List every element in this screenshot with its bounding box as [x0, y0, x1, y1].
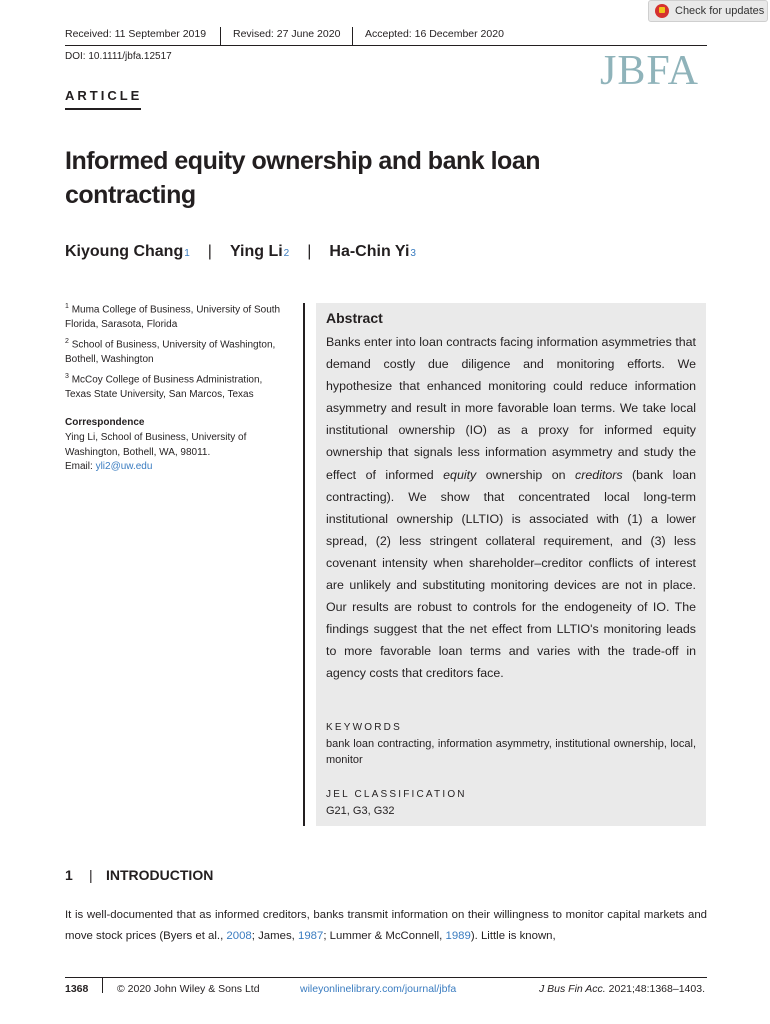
affiliation	[65, 335, 290, 367]
affiliation-text: School of Business, University of Washington, Bothell, Washington	[65, 339, 276, 365]
citation-line	[539, 983, 705, 995]
author-affiliation-mark[interactable]: 1	[184, 248, 190, 259]
article-label-underline	[65, 108, 141, 110]
header-divider	[352, 27, 353, 45]
paper-title: Informed equity ownership and bank loan contracting	[65, 147, 540, 209]
affiliation-number: 2	[65, 338, 69, 345]
abstract-text: (bank loan contracting). We show that concentrated local long-term institutional ownership (LLTIO) is associated with (1) a lower spread, (2) less stringent collateral requirement, and (3) less covenant intensity when shareholder–creditor conflicts of interest are unlikely and substituting monitoring devices are not in place. Our results are robust to controls for the endogeneity of IO. The findings suggest that the net effect from LLTIO's monitoring leads to more favorable loan terms and varies with the trade-off in agency costs that creditors face.	[326, 467, 696, 681]
affiliation-number: 1	[65, 303, 69, 310]
body-text: ; James,	[251, 930, 298, 942]
abstract-text: ownership on	[476, 467, 576, 482]
jel-codes: G21, G3, G32	[326, 805, 395, 817]
revised-date: Revised: 27 June 2020	[233, 28, 341, 40]
header-rule	[65, 45, 707, 46]
author-affiliation-mark[interactable]: 2	[283, 248, 290, 259]
affiliation	[65, 370, 290, 402]
body-text: ; Lummer & McConnell,	[323, 930, 446, 942]
journal-logo: JBFA	[600, 48, 699, 94]
affiliation-number: 3	[65, 373, 69, 380]
abstract-heading: Abstract	[326, 310, 383, 326]
crossmark-icon	[655, 4, 669, 18]
body-text: ). Little is known,	[470, 930, 556, 942]
affiliation	[65, 300, 290, 332]
doi[interactable]: DOI: 10.1111/jbfa.12517	[65, 51, 172, 62]
check-for-updates-button[interactable]	[648, 0, 768, 22]
section-separator: |	[89, 867, 93, 883]
abstract-divider	[303, 303, 305, 826]
accepted-date: Accepted: 16 December 2020	[365, 28, 504, 40]
abstract-emphasis: equity	[443, 467, 477, 482]
section-title: INTRODUCTION	[106, 867, 214, 883]
header-divider	[220, 27, 221, 45]
correspondence-heading: Correspondence	[65, 417, 145, 428]
citation-link[interactable]: 2008	[226, 930, 252, 942]
received-date: Received: 11 September 2019	[65, 28, 207, 40]
section-number: 1	[65, 867, 73, 883]
author-affiliation-mark[interactable]: 3	[410, 248, 416, 259]
footer-rule	[65, 977, 707, 978]
abstract-body	[326, 331, 696, 685]
author-name[interactable]: Kiyoung Chang	[65, 243, 184, 260]
journal-url-link[interactable]: wileyonlinelibrary.com/journal/jbfa	[300, 983, 457, 995]
intro-paragraph	[65, 905, 707, 947]
keywords-heading: KEYWORDS	[326, 722, 402, 733]
affiliation-text: Muma College of Business, University of South Florida, Sarasota, Florida	[65, 304, 281, 330]
author-separator: |	[207, 243, 212, 260]
email-label: Email:	[65, 461, 93, 472]
check-for-updates-label: Check for updates	[675, 5, 765, 17]
email-link[interactable]: yli2@uw.edu	[95, 461, 153, 472]
affiliation-text: McCoy College of Business Administration, Texas State University, San Marcos, Texas	[65, 374, 263, 400]
keywords-text: bank loan contracting, information asymmetry, institutional ownership, local, monitor	[326, 738, 696, 766]
jel-heading: JEL CLASSIFICATION	[326, 789, 467, 800]
citation-link[interactable]: 1987	[297, 930, 324, 942]
author-name[interactable]: Ha-Chin Yi	[329, 243, 410, 260]
citation-link[interactable]: 1989	[445, 930, 471, 942]
body-text: It is well-documented that as informed creditors, banks transmit information on their willingness to monitor capital markets and move stock prices (Byers et al.,	[65, 909, 707, 942]
article-type-label: ARTICLE	[65, 88, 143, 103]
correspondence-email-line	[65, 460, 290, 475]
abstract-emphasis: creditors	[575, 467, 623, 482]
author-name[interactable]: Ying Li	[229, 243, 283, 260]
abstract-text: Banks enter into loan contracts facing information asymmetries that demand costly due diligence and monitoring efforts. We hypothesize that enhanced monitoring could reduce information asymmetry and result in more favorable loan terms. We take local institutional ownership (IO) as a proxy for informed equity ownership that signals less information asymmetry and study the effect of informed	[326, 335, 696, 482]
journal-abbrev: J Bus Fin Acc.	[539, 983, 606, 995]
page-number: 1368	[65, 983, 89, 995]
correspondence-text: Ying Li, School of Business, University of Washington, Bothell, WA, 98011.	[65, 432, 247, 458]
footer-divider	[102, 977, 103, 993]
copyright: © 2020 John Wiley & Sons Ltd	[117, 983, 260, 995]
author-list	[65, 243, 416, 261]
volume-pages: 2021;48:1368–1403.	[605, 983, 705, 995]
author-separator: |	[307, 243, 312, 260]
